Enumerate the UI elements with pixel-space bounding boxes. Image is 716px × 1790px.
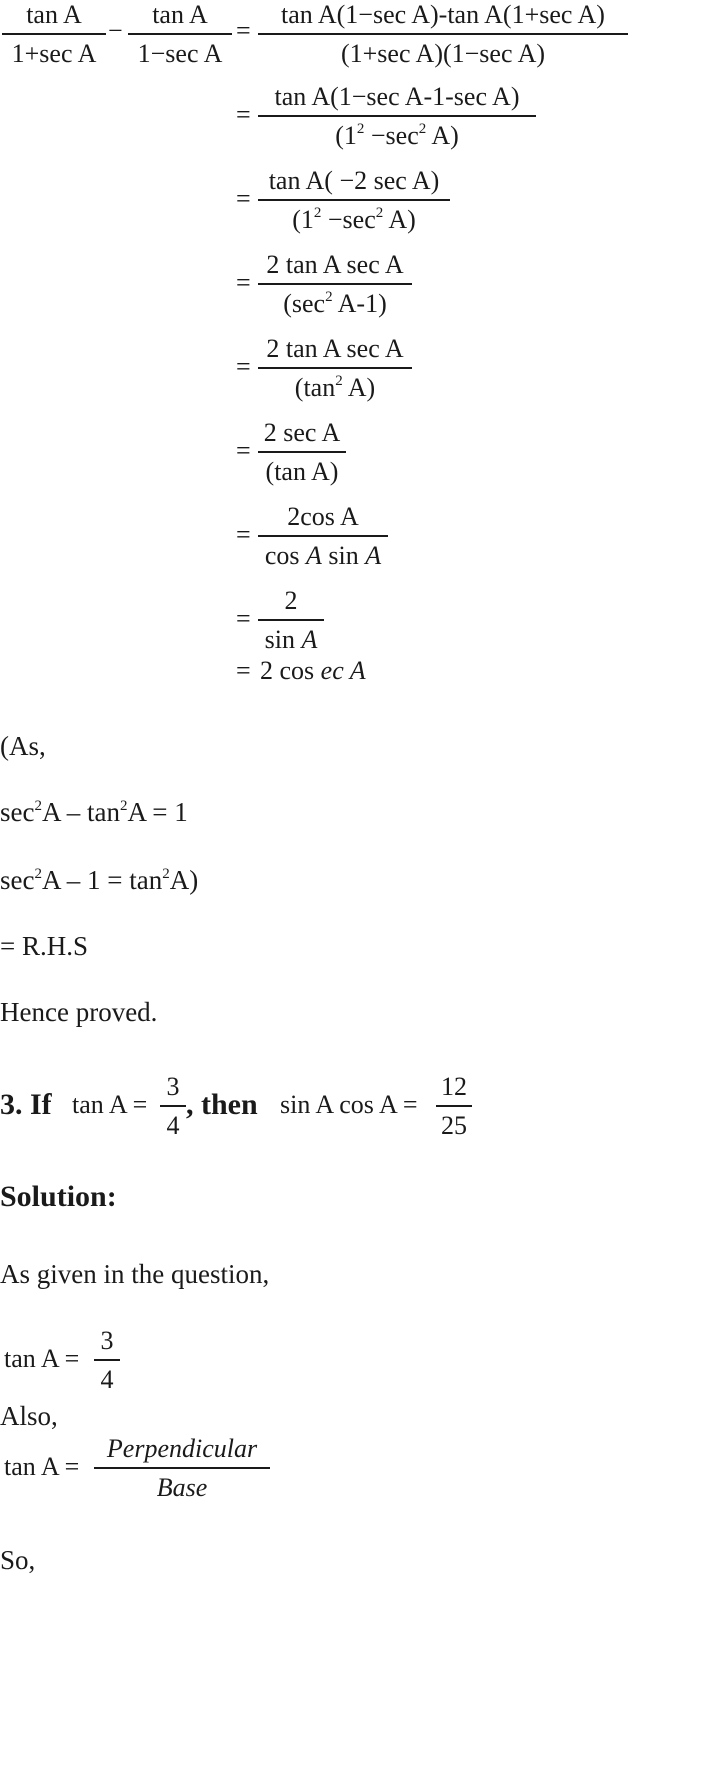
equals-sign: = xyxy=(236,656,251,685)
numerator: 2 tan A sec A xyxy=(266,250,404,279)
equals-sign: = xyxy=(236,268,251,297)
question-3-result-fraction xyxy=(436,1072,472,1141)
rhs-line: = R.H.S xyxy=(0,931,89,961)
as-note: (As, xyxy=(0,731,46,761)
denominator: 4 xyxy=(166,1110,180,1140)
identity-1: $\sec^2A - \tan^2A = 1$ xyxy=(0,797,188,827)
numerator: tan A xyxy=(152,0,208,29)
denominator: 4 xyxy=(100,1364,114,1394)
numerator: 3 xyxy=(100,1326,114,1355)
equals-sign: = xyxy=(236,604,251,633)
denominator: 1−sec A xyxy=(137,38,223,68)
question-3-prefix: 3. If xyxy=(0,1088,52,1121)
solution-tan-lhs: tan A = xyxy=(4,1344,80,1373)
equals-sign: = xyxy=(236,184,251,213)
denominator: cos A sin A xyxy=(264,540,382,570)
fraction-step-2 xyxy=(258,82,536,155)
solution-ratio-lhs: tan A = xyxy=(4,1452,80,1481)
question-3-then: , then xyxy=(186,1088,258,1121)
denominator: ($\tan^2$ A) xyxy=(294,372,376,402)
question-3-tan-lhs: tan A = xyxy=(72,1090,148,1119)
equals-sign: = xyxy=(236,100,251,129)
equals-sign: = xyxy=(236,436,251,465)
so-line: So, xyxy=(0,1545,36,1575)
denominator: Base xyxy=(156,1472,208,1502)
numerator: 2 sec A xyxy=(263,418,341,447)
question-3-sincos-lhs: sin A cos A = xyxy=(280,1090,418,1119)
fraction-step-7 xyxy=(258,502,388,571)
hence-proved: Hence proved. xyxy=(0,997,158,1027)
equals-sign: = xyxy=(236,352,251,381)
question-3-tan-fraction xyxy=(160,1072,186,1141)
fraction-step-1 xyxy=(258,0,628,69)
fraction-step-5 xyxy=(258,334,412,407)
equals-sign: = xyxy=(236,520,251,549)
numerator: tan A(1−sec A)-tan A(1+sec A) xyxy=(281,0,605,29)
numerator: 2 xyxy=(284,586,298,615)
denominator: (1+sec A)(1−sec A) xyxy=(340,38,546,68)
numerator: 12 xyxy=(441,1072,467,1101)
solution-heading: Solution: xyxy=(0,1180,117,1213)
numerator: tan A(1−sec A-1-sec A) xyxy=(274,82,520,111)
solution-ratio-fraction xyxy=(94,1434,270,1503)
numerator: 2 tan A sec A xyxy=(266,334,404,363)
fraction-lhs-2 xyxy=(128,0,232,69)
fraction-lhs-1 xyxy=(2,0,106,69)
numerator: tan A xyxy=(26,0,82,29)
given-line: As given in the question, xyxy=(0,1259,270,1289)
denominator: (tan A) xyxy=(265,456,339,486)
denominator: 25 xyxy=(441,1110,467,1140)
denominator: ($1^2 -\sec^2$ A) xyxy=(292,204,416,234)
numerator: tan A( −2 sec A) xyxy=(268,166,440,195)
also-line: Also, xyxy=(0,1401,58,1431)
equals-sign: = xyxy=(236,16,251,45)
denominator: ($\sec^2$ A-1) xyxy=(283,288,387,318)
result-cosec: 2 cos ec A xyxy=(260,656,366,685)
denominator: sin A xyxy=(264,624,318,654)
fraction-step-6 xyxy=(258,418,346,487)
fraction-step-4 xyxy=(258,250,412,323)
denominator: 1+sec A xyxy=(11,38,97,68)
numerator: Perpendicular xyxy=(106,1434,258,1463)
fraction-step-8 xyxy=(258,586,324,655)
minus-sign: − xyxy=(108,16,123,45)
identity-2: $\sec^2A - 1 = \tan^2A$) xyxy=(0,865,199,895)
solution-tan-fraction xyxy=(94,1326,120,1395)
denominator: ($1^2 -\sec^2$ A) xyxy=(335,120,459,150)
numerator: 3 xyxy=(166,1072,180,1101)
numerator: 2cos A xyxy=(287,502,359,531)
fraction-step-3 xyxy=(258,166,450,239)
